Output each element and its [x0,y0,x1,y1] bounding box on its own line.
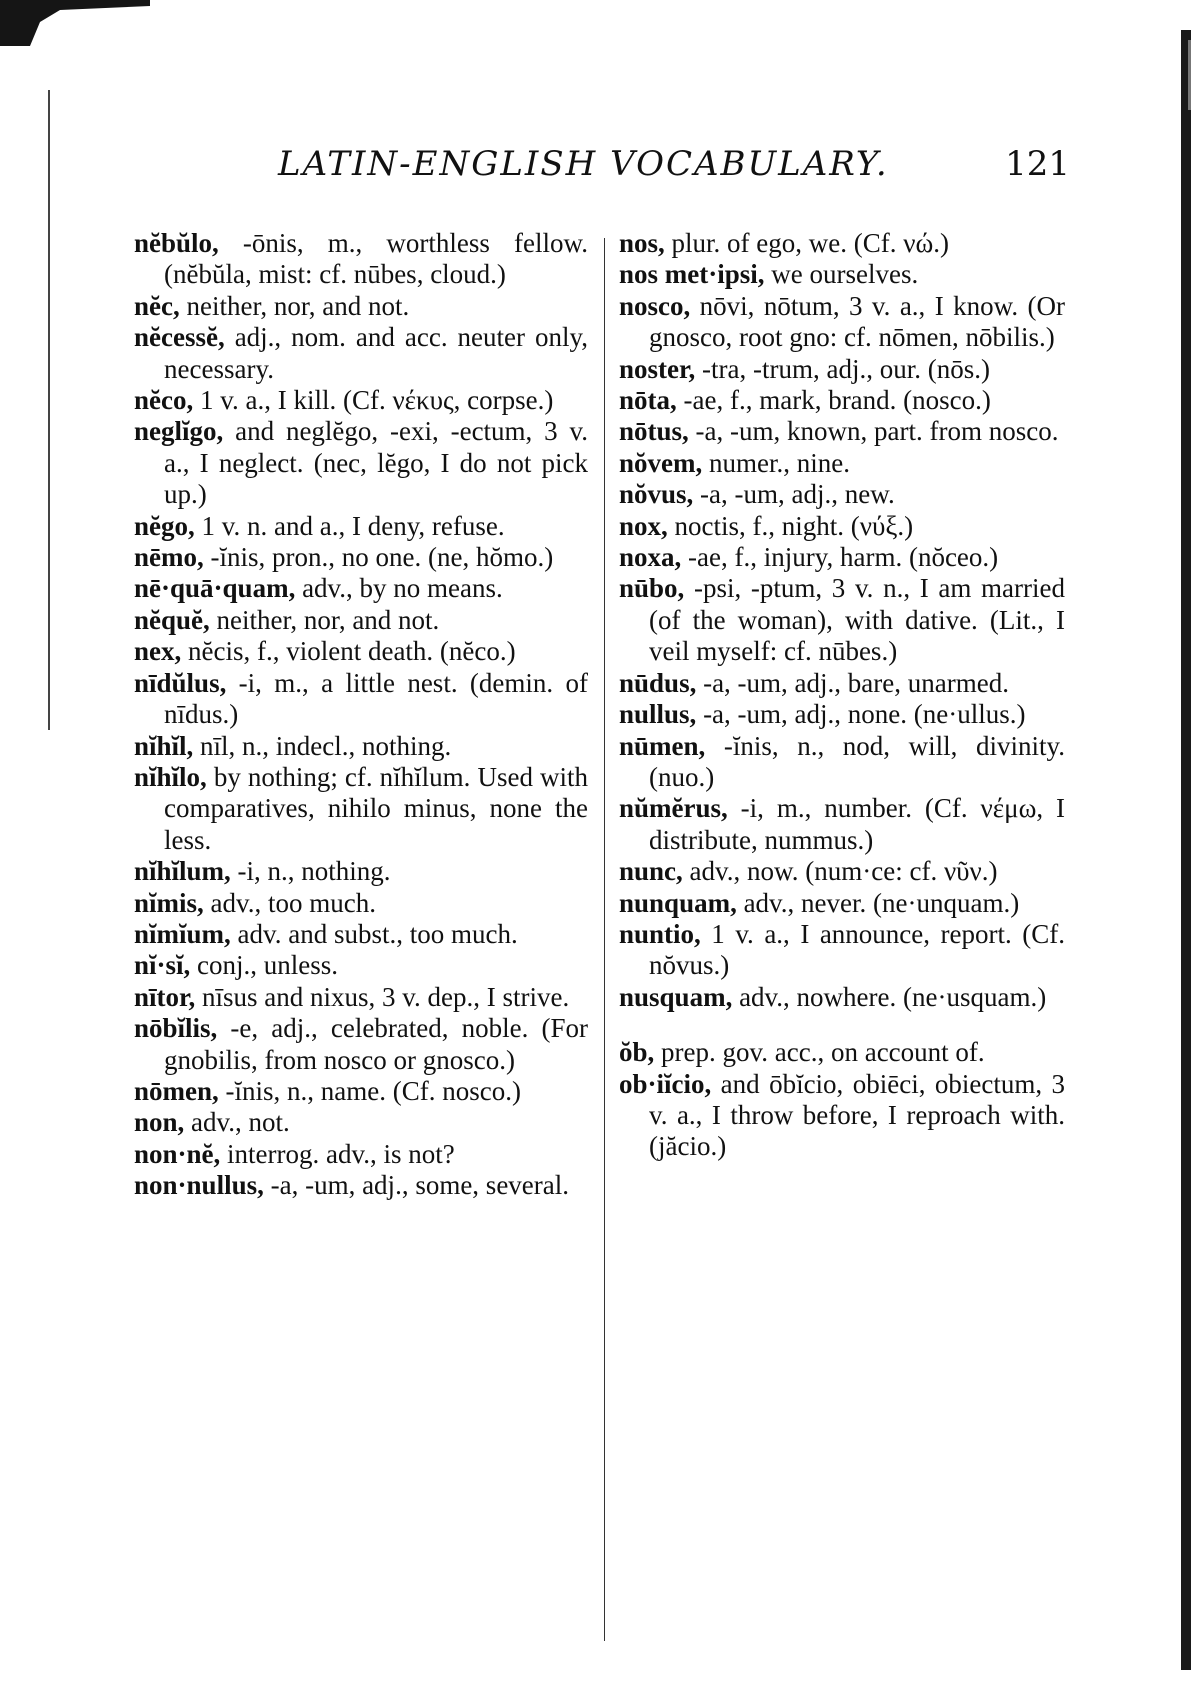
page-edge-highlight [1188,40,1191,110]
definition: -a, -um, adj., some, several. [263,1170,570,1201]
definition: -ĭnis, n., name. (Cf. nosco.) [218,1075,521,1106]
left-column [134,228,588,1202]
headword: non·nullus, [134,1170,264,1201]
definition: prep. gov. acc., on account of. [654,1037,985,1068]
headword: nos met·ipsi, [619,259,765,290]
entry [619,1069,1065,1163]
definition: -a, -um, known, part. from nosco. [688,416,1059,447]
definition: -ĭnis, pron., no one. (ne, hŏmo.) [203,542,554,573]
right-column [619,228,1065,1163]
page-number: 121 [1005,144,1070,184]
headword: nos, [619,228,665,258]
headword: nŏvem, [619,447,703,478]
entry [134,542,588,573]
entry [619,699,1065,730]
definition: by nothing; cf. nĭhĭlum. Used with comparatives, nihilo minus, none the less. [164,761,588,855]
entry [619,668,1065,699]
entry [134,636,588,667]
entry [619,793,1065,856]
headword: noster, [619,353,696,384]
definition: adv., by no means. [295,573,503,604]
definition: neither, nor, and not. [209,604,440,635]
definition: numer., nine. [702,447,850,478]
definition: adv., never. (ne·unquam.) [736,887,1020,918]
headword: nosco, [619,290,691,321]
headword: nĕcessĕ, [134,322,225,353]
entry [134,762,588,856]
entry [134,1170,588,1201]
entry [134,605,588,636]
page-edge-shadow [1181,30,1191,1670]
entry [619,888,1065,919]
entry [134,731,588,762]
headword: nītor, [134,981,196,1012]
entry [134,668,588,731]
headword: nĭmĭum, [134,918,231,949]
headword: nĕgo, [134,510,195,541]
entry [619,416,1065,447]
entry [134,385,588,416]
headword: nŏvus, [619,479,694,510]
definition: adv., too much. [203,887,376,918]
definition: 1 v. n. and a., I deny, refuse. [194,510,505,541]
definition: -a, -um, adj., bare, unarmed. [696,667,1009,698]
headword: nōta, [619,385,677,416]
definition: noctis, f., night. (νύξ.) [667,510,914,541]
definition: plur. of ego, we. (Cf. νώ.) [664,228,949,258]
headword: ŏb, [619,1037,655,1068]
headword: nĕco, [134,385,194,416]
entry [134,1139,588,1170]
headword: nex, [134,636,182,667]
definition: conj., unless. [190,950,339,981]
running-header [270,140,1070,200]
headword: nĭhĭlum, [134,856,231,887]
entry [134,228,588,291]
headword: nĭhĭlo, [134,761,207,792]
entry [619,448,1065,479]
entry [134,888,588,919]
headword: nĭhĭl, [134,730,194,761]
entry [619,919,1065,982]
definition: interrog. adv., is not? [220,1138,455,1169]
definition: -tra, -trum, adj., our. (nōs.) [695,353,990,384]
definition: nĕcis, f., violent death. (nĕco.) [181,636,516,667]
definition: -psi, -ptum, 3 v. n., I am married (of the woman), with dative. (Lit., I veil myself: cf. nūbes.) [649,573,1065,667]
headword: non, [134,1107,185,1138]
headword: nĭmis, [134,887,204,918]
headword: nĕbŭlo, [134,228,219,258]
definition: -i, m., number. (Cf. νέμω, I distribute, nummus.) [649,793,1065,855]
headword: nĕquĕ, [134,604,210,635]
column-divider [604,238,605,1641]
entry [134,950,588,981]
entry [619,573,1065,667]
headword: nūbo, [619,573,685,604]
definition: and neglĕgo, -exi, -ectum, 3 v. a., I neglect. (nec, lĕgo, I do not pick up.) [164,416,588,510]
definition: -ōnis, m., worthless fellow. (nĕbŭla, mist: cf. nūbes, cloud.) [164,228,588,290]
definition: -ae, f., mark, brand. (nosco.) [676,385,991,416]
headword: nunquam, [619,887,737,918]
entry [619,731,1065,794]
headword: nōbĭlis, [134,1013,218,1044]
definition: nīl, n., indecl., nothing. [193,730,452,761]
headword: nīdŭlus, [134,667,227,698]
entry [619,228,1065,259]
definition: -i, n., nothing. [230,856,391,887]
headword: nē·quā·quam, [134,573,296,604]
entry [134,1013,588,1076]
entry [619,511,1065,542]
headword: nĕc, [134,290,180,321]
definition: -ae, f., injury, harm. (nŏceo.) [681,542,999,573]
corner-mark [0,0,190,46]
definition: adv., now. (num·ce: cf. νῦν.) [682,856,998,887]
left-margin-rule [48,90,50,730]
headword: nūdus, [619,667,697,698]
headword: nunc, [619,856,683,887]
definition: 1 v. a., I announce, report. (Cf. nŏvus.) [649,918,1065,981]
definition: adv., not. [184,1107,290,1138]
definition: we ourselves. [764,259,919,290]
entry [619,291,1065,354]
definition: -ĭnis, n., nod, will, divinity. (nuo.) [649,730,1065,792]
page-title: LATIN-ENGLISH VOCABULARY. [278,144,889,184]
entry [619,1037,1065,1068]
headword: nōmen, [134,1075,219,1106]
headword: nullus, [619,699,697,730]
entry [619,354,1065,385]
definition: -e, adj., celebrated, noble. (For gnobilis, from nosco or gnosco.) [164,1013,588,1075]
entry [134,511,588,542]
definition: neither, nor, and not. [179,290,410,321]
headword: nēmo, [134,542,204,573]
entry [619,479,1065,510]
entry [134,1107,588,1138]
definition: -a, -um, adj., new. [693,479,895,510]
definition: nīsus and nixus, 3 v. dep., I strive. [195,981,570,1012]
definition: nōvi, nōtum, 3 v. a., I know. (Or gnosco, root gno: cf. nōmen, nōbilis.) [649,290,1065,353]
definition: adv. and subst., too much. [230,918,518,949]
entry [619,982,1065,1013]
headword: nōtus, [619,416,689,447]
headword: ob·iĭcio, [619,1068,712,1099]
definition: -a, -um, adj., none. (ne·ullus.) [696,699,1026,730]
headword: nuntio, [619,918,701,949]
definition: adv., nowhere. (ne·usquam.) [732,981,1047,1012]
headword: neglĭgo, [134,416,224,447]
headword: noxa, [619,542,682,573]
headword: nusquam, [619,981,733,1012]
definition: and ōbĭcio, obiēci, obiectum, 3 v. a., I throw before, I reproach with. (jăcio.) [649,1068,1065,1162]
entry [619,542,1065,573]
entry [134,856,588,887]
headword: non·nĕ, [134,1138,221,1169]
entry [619,856,1065,887]
entry [134,573,588,604]
definition: 1 v. a., I kill. (Cf. νέκυς, corpse.) [193,385,554,416]
headword: nĭ·sĭ, [134,950,191,981]
definition: adj., nom. and acc. neuter only, necessary. [164,322,588,384]
entry [134,322,588,385]
definition: -i, m., a little nest. (demin. of nīdus.) [164,667,588,730]
entry [619,259,1065,290]
entry [619,385,1065,416]
entry [134,982,588,1013]
entry [134,291,588,322]
headword: nūmen, [619,730,706,761]
headword: nox, [619,510,668,541]
entry [134,416,588,510]
entry [134,1076,588,1107]
entry [134,919,588,950]
headword: nŭmĕrus, [619,793,728,824]
